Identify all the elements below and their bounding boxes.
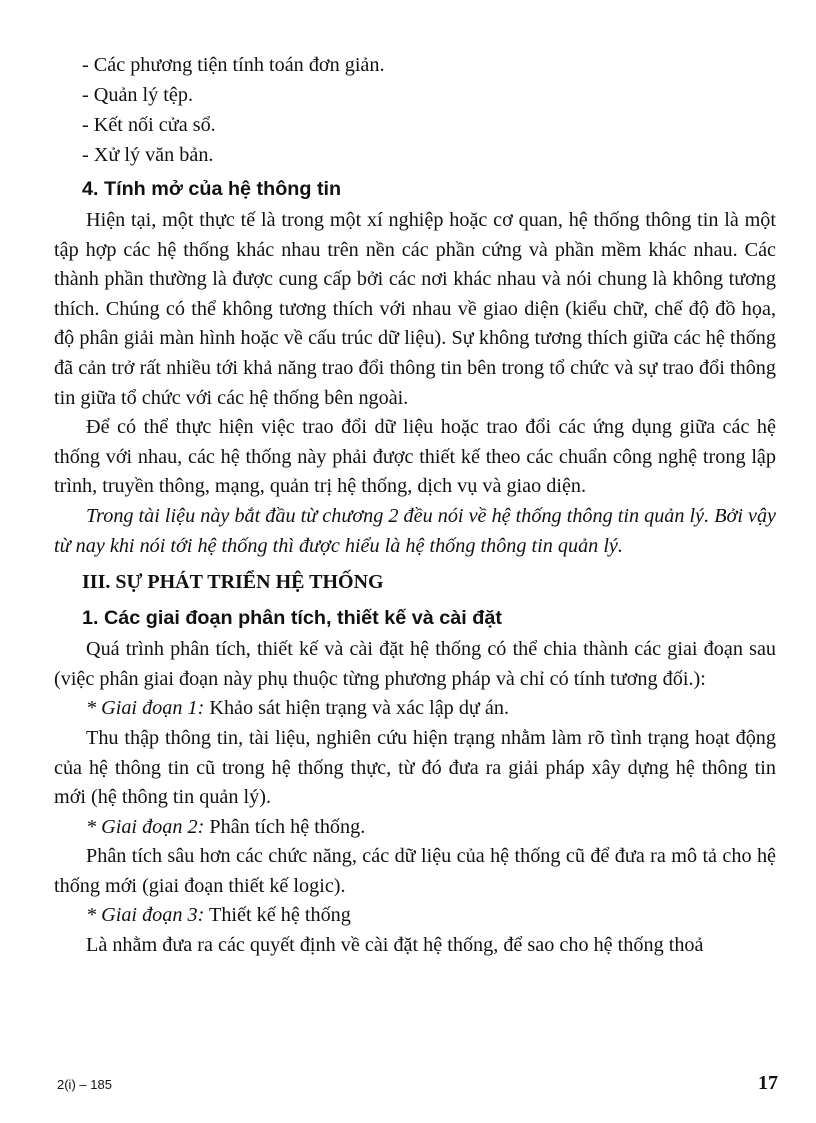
stage-line xyxy=(54,813,776,843)
stage-description: Là nhằm đưa ra các quyết định về cài đặt hệ thống, để sao cho hệ thống thoả xyxy=(86,934,704,957)
stage-description: Thu thập thông tin, tài liệu, nghiên cứu hiện trạng nhằm làm rõ tình trạng hoạt động của hệ thông tin cũ trong hệ thống thực, từ đó đưa ra giải pháp xây dựng hệ thông tin mới (hệ thông tin quản lý). xyxy=(54,726,776,809)
stage-label: * Giai đoạn 1: xyxy=(86,697,205,720)
stage-line xyxy=(54,901,776,931)
italic-note: Trong tài liệu này bắt đầu từ chương 2 đều nói về hệ thống thông tin quản lý. Bởi vậy từ nay khi nói tới hệ thống thì được hiểu là hệ thống thông tin quản lý. xyxy=(54,504,776,557)
chapter-section-heading: III. SỰ PHÁT TRIỂN HỆ THỐNG xyxy=(82,571,384,594)
bullet-item: - Quản lý tệp. xyxy=(82,84,194,106)
footer-code: 2(i) – 185 xyxy=(57,1077,112,1092)
bullet-item: - Xử lý văn bản. xyxy=(82,144,214,166)
stage-label: * Giai đoạn 3: xyxy=(86,904,205,927)
stage-description: Phân tích sâu hơn các chức năng, các dữ liệu của hệ thống cũ để đưa ra mô tả cho hệ thống mới (giai đoạn thiết kế logic). xyxy=(54,845,776,897)
paragraph: Để có thể thực hiện việc trao đổi dữ liệu hoặc trao đổi các ứng dụng giữa các hệ thống với nhau, các hệ thống này phải được thiết kế theo các chuẩn công nghệ trong lập trình, truyền thông, mạng, quản trị hệ thống, dịch vụ và giao diện. xyxy=(54,416,776,498)
paragraph: Hiện tại, một thực tế là trong một xí nghiệp hoặc cơ quan, hệ thống thông tin là một tập hợp các hệ thống khác nhau trên nền các phần cứng và phần mềm khác nhau. Các thành phần thường là được cung cấp bởi các nơi khác nhau và nói chung là không tương thích. Chúng có thể không tương thích với nhau về giao diện (kiểu chữ, chế độ đồ họa, độ phân giải màn hình hoặc về cấu trúc dữ liệu). Sự không tương thích giữa các hệ thống đã cản trở rất nhiều tới khả năng trao đổi thông tin bên trong tổ chức và sự trao đổi thông tin giữa tổ chức với các hệ thống bên ngoài. xyxy=(54,209,776,409)
stage-title: Khảo sát hiện trạng và xác lập dự án. xyxy=(204,697,510,720)
stage-title: Thiết kế hệ thống xyxy=(204,904,351,927)
bullet-item: - Kết nối cửa sổ. xyxy=(82,114,216,136)
stage-label: * Giai đoạn 2: xyxy=(86,815,205,838)
paragraph: Quá trình phân tích, thiết kế và cài đặt hệ thống có thể chia thành các giai đoạn sau (việc phân giai đoạn này phụ thuộc từng phương pháp và chỉ có tính tương đối.): xyxy=(54,638,776,690)
section-heading-1: 1. Các giai đoạn phân tích, thiết kế và cài đặt xyxy=(82,607,502,630)
stage-title: Phân tích hệ thống. xyxy=(204,815,366,838)
bullet-item: - Các phương tiện tính toán đơn giản. xyxy=(82,54,385,76)
page-body xyxy=(54,50,776,961)
section-heading-4: 4. Tính mở của hệ thông tin xyxy=(82,178,342,200)
stage-line xyxy=(54,694,776,724)
page-number: 17 xyxy=(758,1072,778,1094)
